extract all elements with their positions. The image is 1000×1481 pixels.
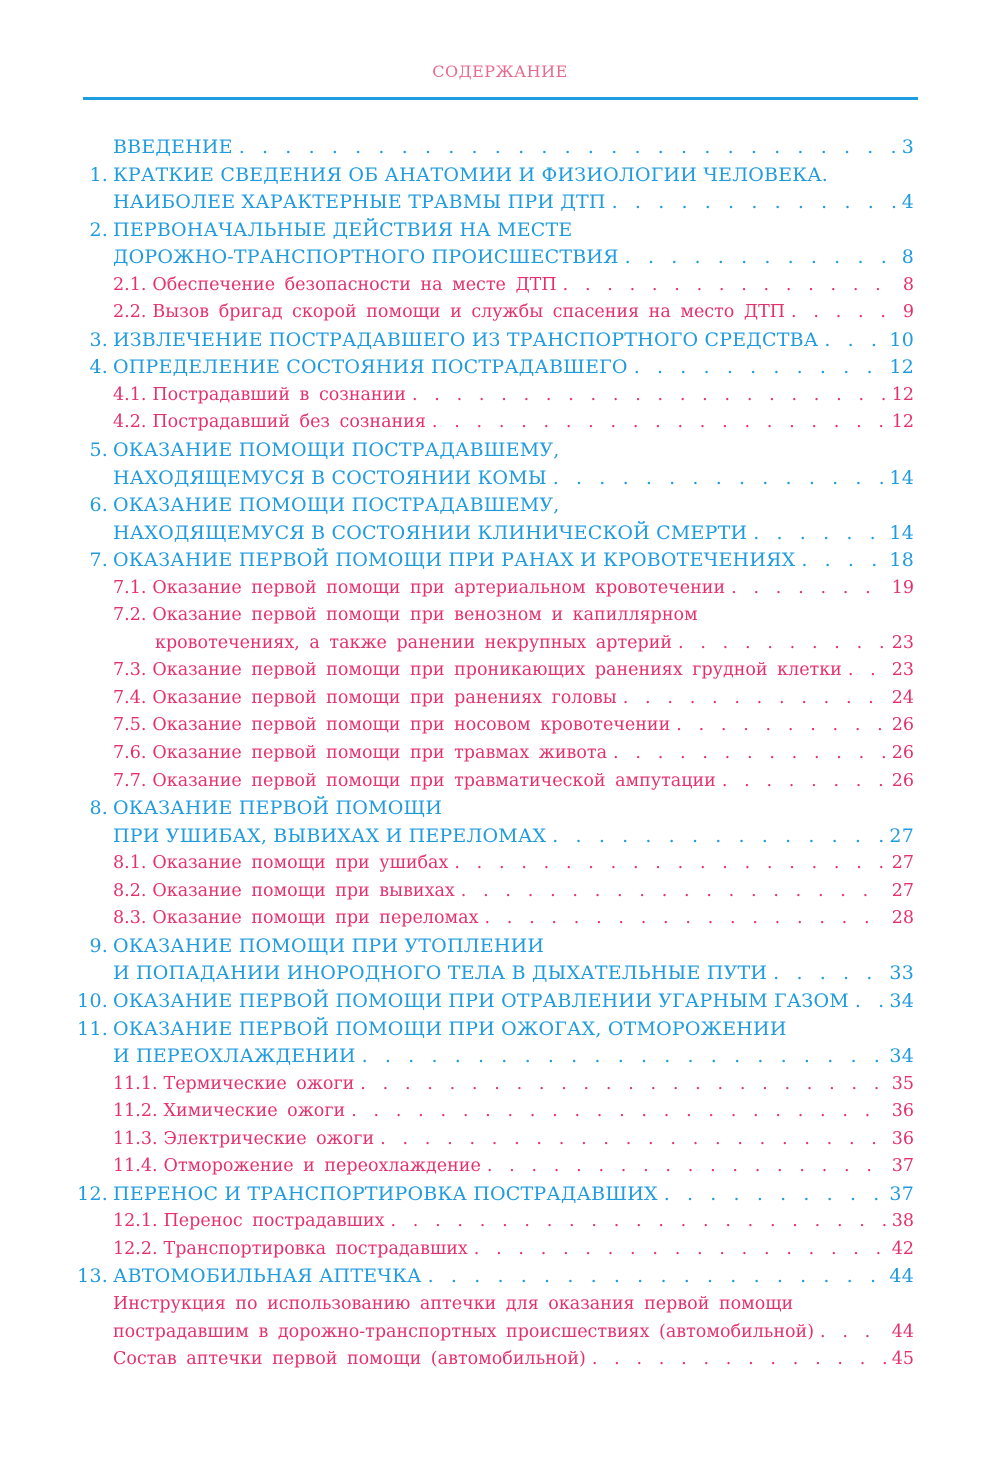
toc-entry-number: 12.1. — [113, 1211, 158, 1232]
toc-entry-number: 7. — [89, 549, 108, 572]
toc-entry-title: Электрические ожоги — [163, 1128, 375, 1149]
toc-entry-title: И ПОПАДАНИИ ИНОРОДНОГО ТЕЛА В ДЫХАТЕЛЬНЫЕ ПУТИ — [113, 962, 768, 985]
toc-entry-number: 1. — [89, 163, 108, 186]
toc-entry-page: 37 — [891, 1156, 914, 1177]
toc-entry-page: 38 — [891, 1211, 914, 1232]
dot-leader — [553, 465, 884, 493]
dot-leader — [634, 354, 884, 382]
toc-entry-page: 36 — [891, 1101, 914, 1122]
toc-entry-title: Перенос пострадавших — [163, 1211, 385, 1232]
dot-leader — [855, 988, 884, 1016]
toc-entry-title: НАХОДЯЩЕМУСЯ В СОСТОЯНИИ КОМЫ — [113, 466, 547, 489]
toc-entry-number: 12.2. — [113, 1238, 158, 1259]
toc-entry-number: 7.7. — [113, 770, 147, 791]
dot-leader — [664, 1181, 884, 1209]
toc-entry-number: 11.1. — [113, 1073, 158, 1094]
dot-leader — [824, 327, 883, 355]
toc-entry[interactable] — [0, 1236, 1000, 1264]
toc-entry-title: Химические ожоги — [163, 1101, 346, 1122]
toc-entry-page: 4 — [901, 191, 914, 214]
toc-entry-title: Оказание первой помощи при травматической ампутации — [152, 770, 716, 791]
dot-leader — [676, 712, 885, 740]
toc-entry[interactable] — [0, 382, 1000, 410]
toc-entry[interactable] — [0, 244, 1000, 272]
toc-entry[interactable] — [0, 905, 1000, 933]
toc-entry-title: Оказание помощи при ушибах — [152, 853, 449, 874]
toc-entry-page: 36 — [891, 1128, 914, 1149]
toc-entry-title: ОКАЗАНИЕ ПЕРВОЙ ПОМОЩИ — [113, 797, 443, 820]
toc-entry-page: 27 — [891, 853, 914, 874]
toc-entry-number: 7.1. — [113, 577, 147, 598]
dot-leader — [592, 1346, 886, 1374]
dot-leader — [487, 1153, 886, 1181]
toc-entry-page: 33 — [889, 962, 914, 985]
toc-entry[interactable] — [0, 272, 1000, 300]
dot-leader — [722, 768, 886, 796]
dot-leader — [612, 189, 896, 217]
toc-entry[interactable] — [0, 1181, 1000, 1209]
toc-entry-page: 42 — [891, 1238, 914, 1259]
toc-entry-number: 4. — [89, 356, 108, 379]
dot-leader — [625, 244, 896, 272]
dot-leader — [801, 547, 883, 575]
toc-entry-page: 3 — [901, 136, 914, 158]
toc-entry-title: ДОРОЖНО-ТРАНСПОРТНОГО ПРОИСШЕСТВИЯ — [113, 246, 619, 269]
toc-entry-page: 12 — [889, 356, 914, 379]
toc-entry-page: 27 — [889, 824, 914, 847]
toc-entry-page: 23 — [891, 632, 914, 653]
toc-entry-page: 37 — [889, 1182, 914, 1205]
toc-entry-title: Оказание первой помощи при ранениях головы — [152, 687, 617, 708]
dot-leader — [239, 134, 896, 162]
toc-entry-title: пострадавшим в дорожно-транспортных происшествиях (автомобильной) — [113, 1321, 815, 1342]
toc-entry-title: Оказание помощи при переломах — [152, 908, 479, 929]
toc-entry-title: Оказание первой помощи при травмах живота — [152, 743, 608, 764]
toc-entry-title: ПЕРЕНОС И ТРАНСПОРТИРОВКА ПОСТРАДАВШИХ — [113, 1182, 658, 1205]
toc-entry[interactable] — [0, 575, 1000, 603]
toc-entry-number: 7.4. — [113, 687, 147, 708]
table-of-contents — [0, 134, 1000, 1374]
toc-entry[interactable] — [0, 409, 1000, 437]
dot-leader — [731, 575, 886, 603]
toc-entry-title: Оказание первой помощи при венозном и капиллярном — [152, 605, 698, 626]
toc-entry-title: кровотечениях, а также ранении некрупных артерий — [155, 632, 673, 653]
toc-entry-number: 6. — [89, 494, 108, 517]
dot-leader — [484, 905, 885, 933]
dot-leader — [380, 1126, 886, 1154]
dot-leader — [432, 409, 886, 437]
toc-entry[interactable] — [0, 740, 1000, 768]
toc-entry-number: 8.3. — [113, 908, 147, 929]
dot-leader — [773, 960, 883, 988]
toc-entry-number: 2.1. — [113, 274, 147, 295]
toc-entry[interactable] — [0, 354, 1000, 382]
toc-entry[interactable] — [0, 768, 1000, 796]
toc-entry-page: 24 — [891, 687, 914, 708]
toc-entry-title: ВВЕДЕНИЕ — [113, 136, 233, 158]
toc-entry[interactable] — [0, 189, 1000, 217]
toc-entry-page: 26 — [891, 743, 914, 764]
toc-entry[interactable] — [0, 712, 1000, 740]
toc-entry[interactable] — [0, 878, 1000, 906]
dot-leader — [848, 657, 886, 685]
toc-entry[interactable] — [0, 217, 1000, 245]
toc-entry-number: 5. — [89, 439, 108, 462]
toc-entry-number: 7.6. — [113, 743, 147, 764]
toc-entry-title: Обеспечение безопасности на месте ДТП — [152, 274, 557, 295]
toc-entry[interactable] — [0, 602, 1000, 630]
toc-entry-title: Транспортировка пострадавших — [163, 1238, 468, 1259]
toc-entry-number: 7.2. — [113, 605, 147, 626]
toc-entry[interactable] — [0, 1153, 1000, 1181]
toc-entry-page: 14 — [889, 466, 914, 489]
toc-entry-page: 27 — [891, 880, 914, 901]
toc-entry[interactable] — [0, 823, 1000, 851]
toc-entry-title: ОПРЕДЕЛЕНИЕ СОСТОЯНИЯ ПОСТРАДАВШЕГО — [113, 356, 628, 379]
toc-entry-title: Оказание первой помощи при артериальном кровотечении — [152, 577, 726, 598]
toc-entry[interactable] — [0, 850, 1000, 878]
toc-entry-number: 12. — [77, 1182, 108, 1205]
toc-entry-number: 3. — [89, 328, 108, 351]
dot-leader — [454, 850, 885, 878]
toc-entry-title: Пострадавший в сознании — [152, 384, 406, 405]
toc-entry-number: 2. — [89, 218, 108, 241]
toc-entry-number: 8.1. — [113, 853, 147, 874]
dot-leader — [613, 740, 886, 768]
toc-entry[interactable] — [0, 657, 1000, 685]
toc-entry-page: 35 — [891, 1073, 914, 1094]
toc-entry-page: 26 — [891, 715, 914, 736]
toc-entry-title: Пострадавший без сознания — [152, 412, 426, 433]
toc-entry-number: 7.5. — [113, 715, 147, 736]
toc-entry-title: ОКАЗАНИЕ ПЕРВОЙ ПОМОЩИ ПРИ ОЖОГАХ, ОТМОРОЖЕНИИ — [113, 1017, 787, 1040]
toc-entry[interactable] — [0, 1291, 1000, 1319]
dot-leader — [390, 1208, 885, 1236]
page-title: СОДЕРЖАНИЕ — [432, 62, 568, 81]
dot-leader — [753, 520, 883, 548]
toc-entry[interactable] — [0, 327, 1000, 355]
toc-entry-page: 10 — [889, 328, 914, 351]
toc-entry-page: 12 — [891, 384, 914, 405]
dot-leader — [428, 1263, 884, 1291]
toc-entry-number: 7.3. — [113, 660, 147, 681]
toc-entry-number: 11. — [77, 1017, 108, 1040]
toc-entry[interactable] — [0, 1043, 1000, 1071]
toc-entry-title: Состав аптечки первой помощи (автомобильной) — [113, 1349, 586, 1370]
toc-entry-page: 12 — [891, 412, 914, 433]
toc-entry[interactable] — [0, 465, 1000, 493]
toc-entry-title: Отморожение и переохлаждение — [163, 1156, 481, 1177]
toc-entry[interactable] — [0, 162, 1000, 190]
dot-leader — [474, 1236, 886, 1264]
dot-leader — [360, 1071, 885, 1099]
toc-entry[interactable] — [0, 437, 1000, 465]
toc-entry-title: ОКАЗАНИЕ ПЕРВОЙ ПОМОЩИ ПРИ РАНАХ И КРОВОТЕЧЕНИЯХ — [113, 549, 796, 572]
toc-entry[interactable] — [0, 1319, 1000, 1347]
toc-entry-page: 34 — [889, 1045, 914, 1068]
toc-entry-title: ОКАЗАНИЕ ПОМОЩИ ПРИ УТОПЛЕНИИ — [113, 934, 545, 957]
toc-entry-title: Термические ожоги — [163, 1073, 355, 1094]
toc-entry-title: ОКАЗАНИЕ ПОМОЩИ ПОСТРАДАВШЕМУ, — [113, 494, 560, 517]
toc-entry[interactable] — [0, 988, 1000, 1016]
toc-entry[interactable] — [0, 134, 1000, 162]
toc-entry-title: Оказание первой помощи при носовом кровотечении — [152, 715, 671, 736]
toc-entry-page: 44 — [889, 1265, 914, 1288]
toc-entry-number: 2.2. — [113, 302, 147, 323]
dot-leader — [351, 1098, 886, 1126]
toc-entry[interactable] — [0, 795, 1000, 823]
toc-entry-number: 11.4. — [113, 1156, 158, 1177]
dot-leader — [563, 272, 897, 300]
toc-entry-number: 4.2. — [113, 412, 147, 433]
toc-entry-title: ОКАЗАНИЕ ПОМОЩИ ПОСТРАДАВШЕМУ, — [113, 439, 560, 462]
toc-entry-title: Инструкция по использованию аптечки для оказания первой помощи — [113, 1293, 794, 1314]
dot-leader — [552, 823, 883, 851]
toc-entry[interactable] — [0, 492, 1000, 520]
toc-entry[interactable] — [0, 1071, 1000, 1099]
toc-entry-page: 44 — [891, 1321, 914, 1342]
toc-entry-title: КРАТКИЕ СВЕДЕНИЯ ОБ АНАТОМИИ И ФИЗИОЛОГИИ ЧЕЛОВЕКА. — [113, 163, 829, 186]
toc-entry-number: 9. — [89, 934, 108, 957]
toc-entry-page: 28 — [891, 908, 914, 929]
toc-entry[interactable] — [0, 520, 1000, 548]
toc-entry-page: 9 — [902, 302, 914, 323]
toc-entry-number: 13. — [77, 1265, 108, 1288]
toc-entry-page: 45 — [891, 1349, 914, 1370]
dot-leader — [362, 1043, 884, 1071]
toc-entry[interactable] — [0, 299, 1000, 327]
toc-entry-number: 8.2. — [113, 880, 147, 901]
toc-entry-page: 8 — [901, 246, 914, 269]
toc-entry-number: 11.3. — [113, 1128, 158, 1149]
toc-entry-page: 34 — [889, 989, 914, 1012]
dot-leader — [678, 630, 886, 658]
toc-entry-page: 26 — [891, 770, 914, 791]
toc-entry[interactable] — [0, 547, 1000, 575]
toc-entry[interactable] — [0, 1016, 1000, 1044]
toc-entry-page: 18 — [889, 549, 914, 572]
toc-entry-page: 8 — [902, 274, 914, 295]
toc-entry-number: 8. — [89, 797, 108, 820]
toc-entry[interactable] — [0, 1126, 1000, 1154]
toc-entry[interactable] — [0, 1346, 1000, 1374]
dot-leader — [412, 382, 886, 410]
toc-entry-title: НАХОДЯЩЕМУСЯ В СОСТОЯНИИ КЛИНИЧЕСКОЙ СМЕРТИ — [113, 521, 748, 544]
toc-entry[interactable] — [0, 685, 1000, 713]
toc-entry-number: 10. — [77, 989, 108, 1012]
toc-entry[interactable] — [0, 1208, 1000, 1236]
toc-entry-page: 14 — [889, 521, 914, 544]
header-divider — [83, 97, 918, 100]
toc-entry-title: Оказание первой помощи при проникающих ранениях грудной клетки — [152, 660, 842, 681]
toc-entry-title: Вызов бригад скорой помощи и службы спасения на место ДТП — [152, 302, 786, 323]
toc-entry-title: ПРИ УШИБАХ, ВЫВИХАХ И ПЕРЕЛОМАХ — [113, 824, 547, 847]
toc-entry-title: АВТОМОБИЛЬНАЯ АПТЕЧКА — [113, 1265, 422, 1288]
toc-entry[interactable] — [0, 933, 1000, 961]
toc-entry-title: Оказание помощи при вывихах — [152, 880, 455, 901]
toc-entry[interactable] — [0, 960, 1000, 988]
dot-leader — [623, 685, 886, 713]
dot-leader — [820, 1319, 886, 1347]
toc-entry-number: 4.1. — [113, 384, 147, 405]
toc-entry-number: 11.2. — [113, 1101, 158, 1122]
toc-entry[interactable] — [0, 630, 1000, 658]
dot-leader — [791, 299, 897, 327]
toc-entry-title: И ПЕРЕОХЛАЖДЕНИИ — [113, 1045, 356, 1068]
toc-entry[interactable] — [0, 1263, 1000, 1291]
toc-entry-title: ИЗВЛЕЧЕНИЕ ПОСТРАДАВШЕГО ИЗ ТРАНСПОРТНОГО СРЕДСТВА — [113, 328, 819, 351]
toc-entry-page: 19 — [891, 577, 914, 598]
toc-entry-title: ПЕРВОНАЧАЛЬНЫЕ ДЕЙСТВИЯ НА МЕСТЕ — [113, 218, 573, 241]
toc-entry-title: НАИБОЛЕЕ ХАРАКТЕРНЫЕ ТРАВМЫ ПРИ ДТП — [113, 191, 606, 214]
dot-leader — [461, 878, 886, 906]
toc-entry-title: ОКАЗАНИЕ ПЕРВОЙ ПОМОЩИ ПРИ ОТРАВЛЕНИИ УГАРНЫМ ГАЗОМ — [113, 989, 849, 1012]
toc-entry[interactable] — [0, 1098, 1000, 1126]
toc-entry-page: 23 — [891, 660, 914, 681]
